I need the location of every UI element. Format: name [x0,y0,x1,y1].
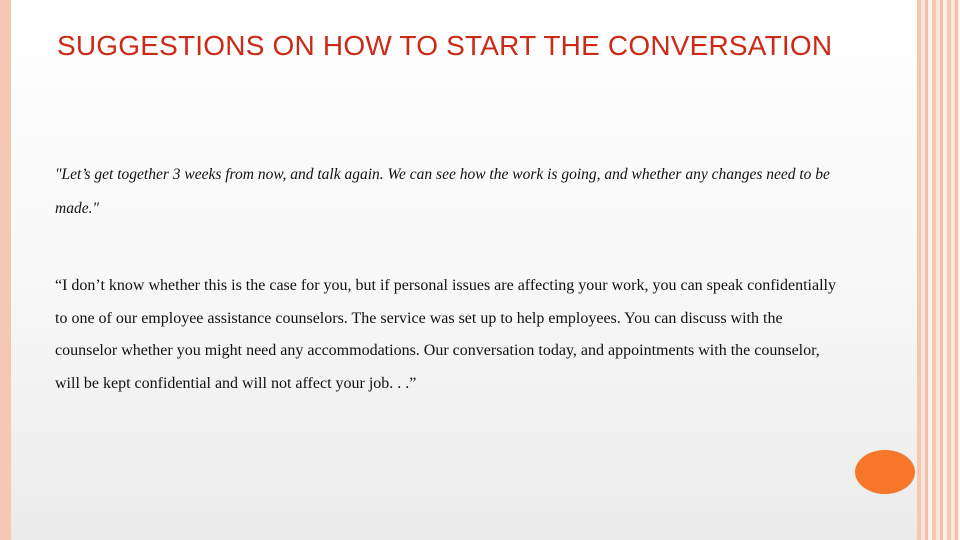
orange-circle-decoration [855,450,915,494]
quote-paragraph-1: "Let’s get together 3 weeks from now, and talk again. We can see how the work is going, and whether any changes need to be made." [55,166,830,217]
slide-title: SUGGESTIONS ON HOW TO START THE CONVERSATION [57,30,833,61]
left-decorative-bar [0,0,11,540]
quote-paragraph-2: “I don’t know whether this is the case for you, but if personal issues are affecting your work, you can speak confidentially to one of our employee assistance counselors. The service was set up to help employees. You can discuss with the counselor whether you might need any accommodations. Our conversation today, and appointments with the counselor, will be kept confidential and will not affect your job. . .” [55,277,836,392]
right-decorative-stripes [917,0,960,540]
